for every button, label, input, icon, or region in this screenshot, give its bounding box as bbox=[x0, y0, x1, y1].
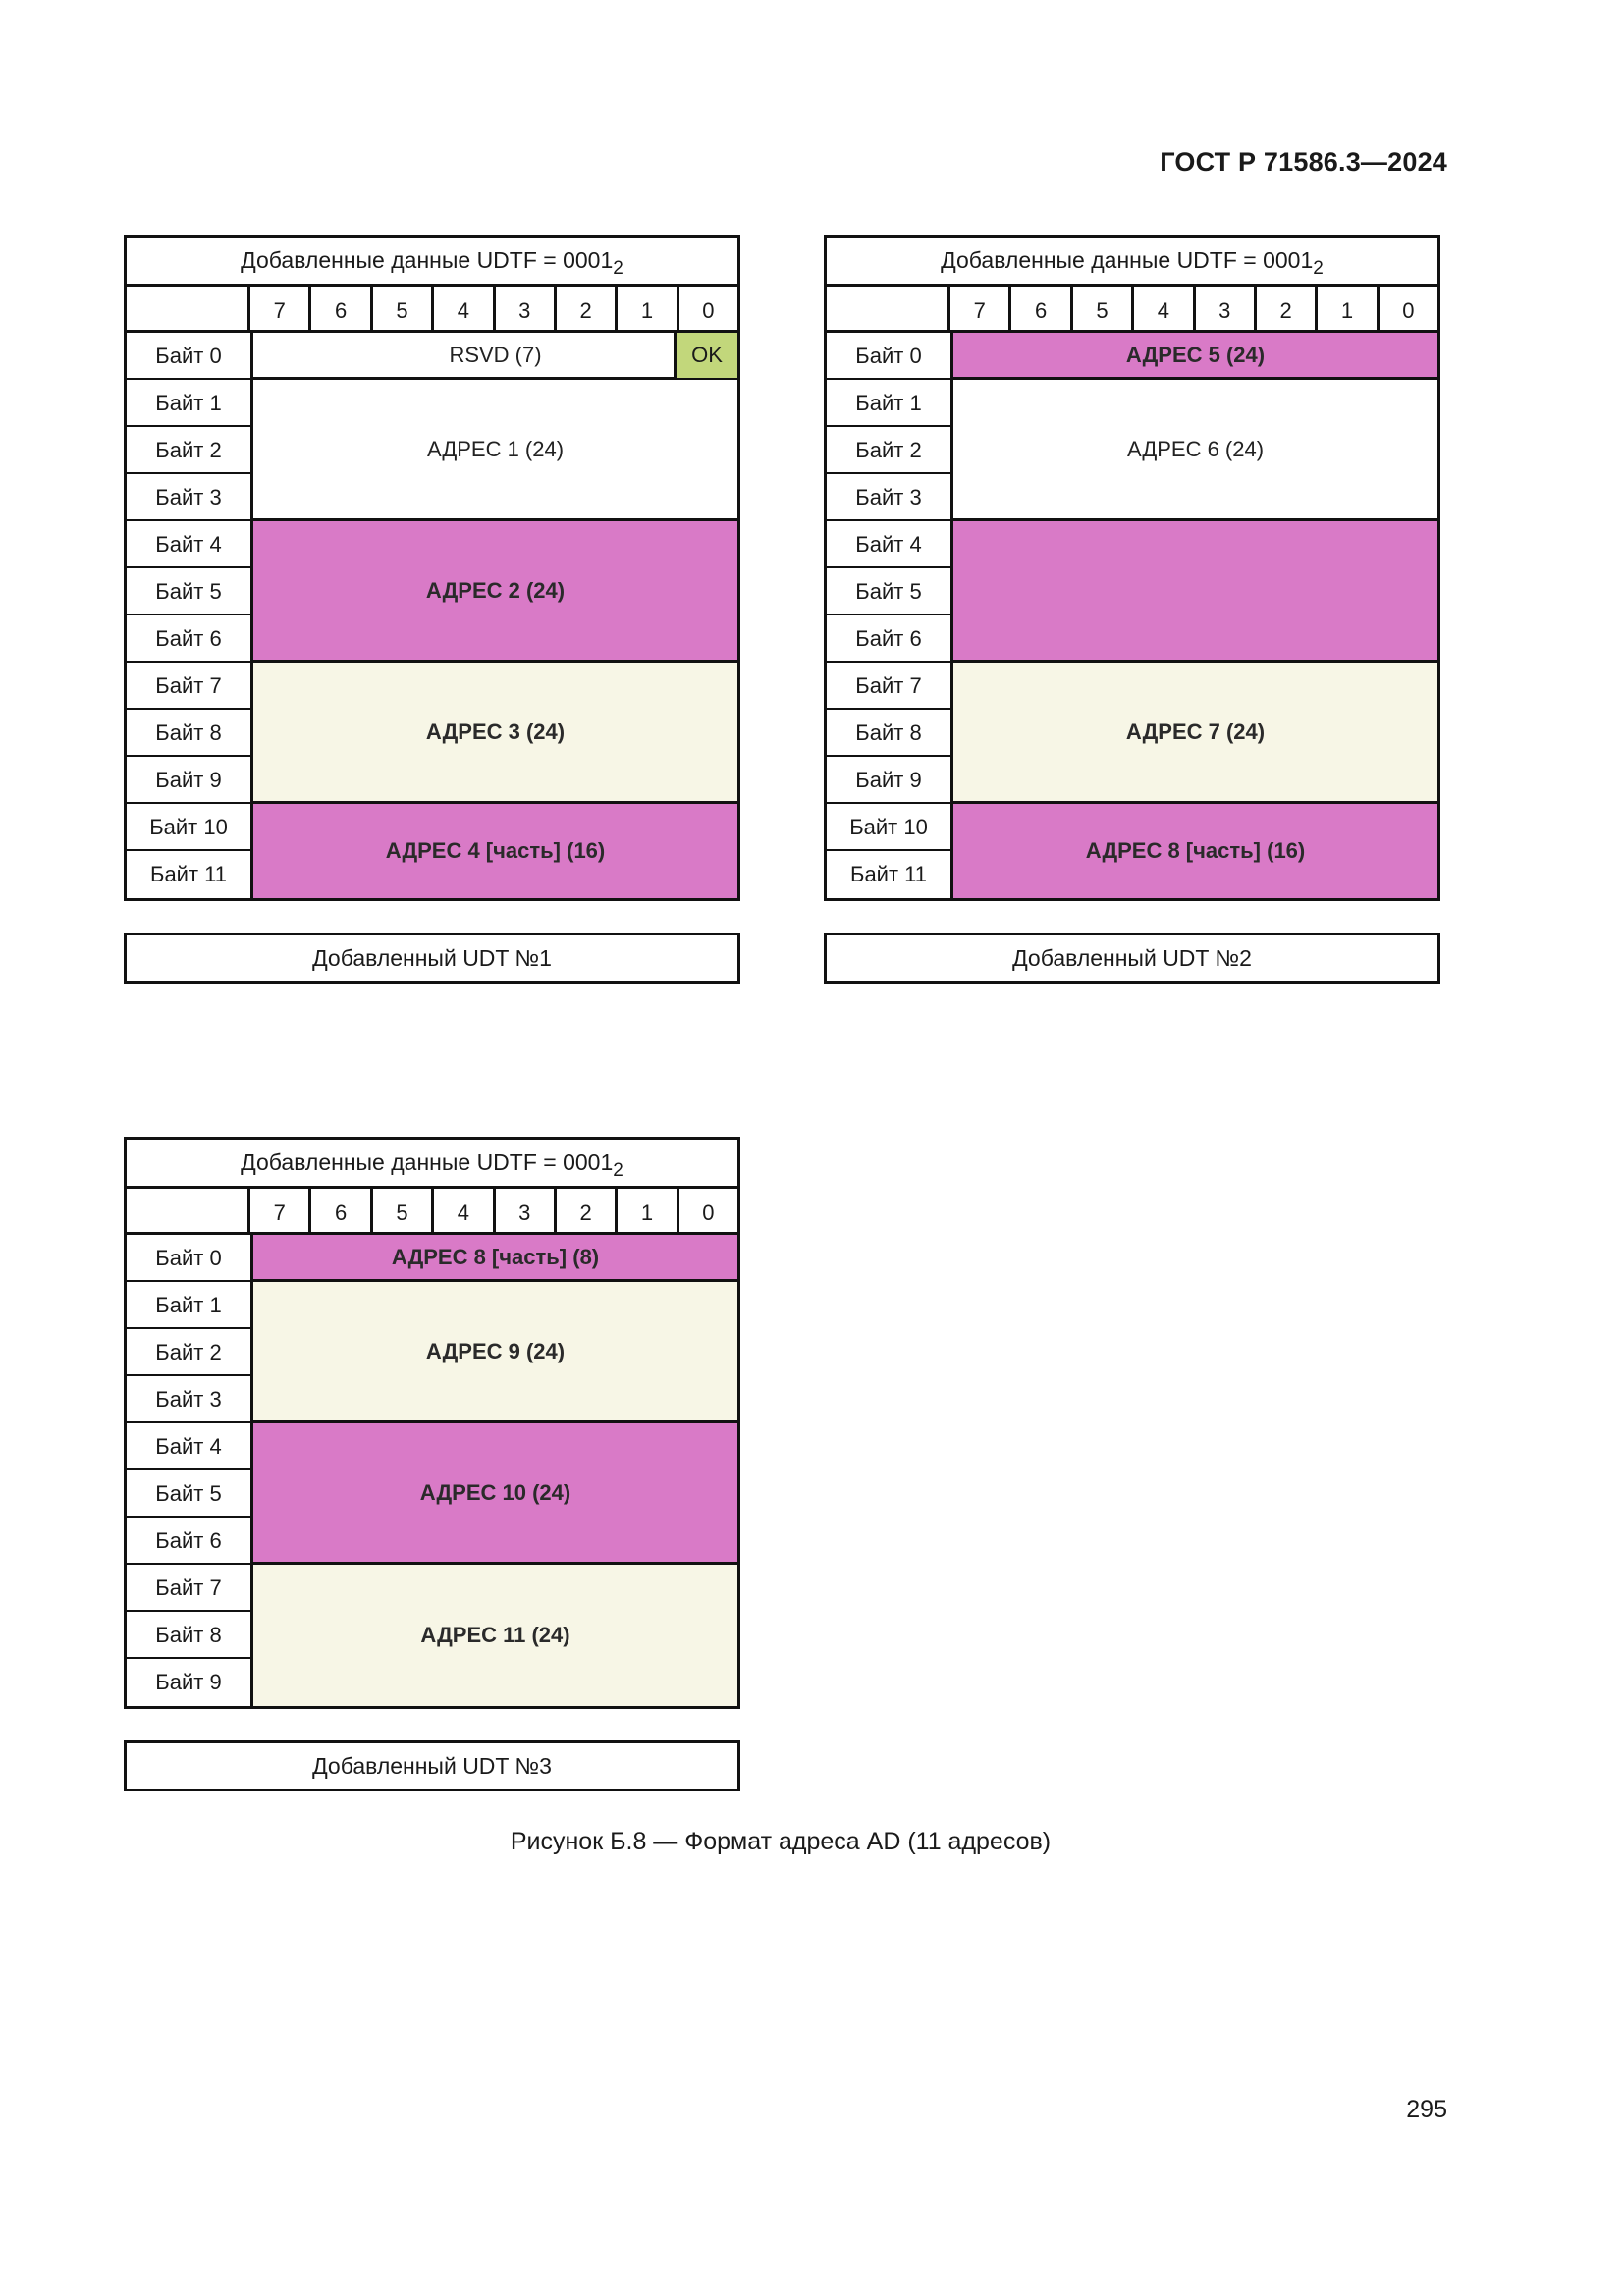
byte-rows bbox=[127, 1235, 737, 1706]
table-title-subscript: 2 bbox=[613, 1160, 623, 1181]
udt-table bbox=[124, 1137, 740, 1709]
bit-header-cell: 4 bbox=[434, 1189, 495, 1232]
address-field bbox=[253, 1282, 737, 1423]
address-field bbox=[253, 333, 737, 380]
bit-header-cell: 7 bbox=[250, 1189, 311, 1232]
bit-header-cell: 3 bbox=[1196, 287, 1257, 330]
bit-header-row bbox=[827, 287, 1437, 333]
udt-block-3 bbox=[124, 1137, 738, 1791]
byte-label: Байт 11 bbox=[150, 862, 227, 886]
address-field bbox=[253, 1235, 737, 1282]
bit-header-cell: 6 bbox=[311, 1189, 372, 1232]
byte-label: Байт 2 bbox=[827, 427, 950, 474]
byte-label: Байт 6 bbox=[127, 615, 250, 663]
address-field bbox=[953, 663, 1437, 804]
address-field-label: АДРЕС 9 (24) bbox=[425, 1338, 566, 1363]
address-field-label: АДРЕС 2 (24) bbox=[425, 577, 566, 603]
bit-header-cell: 1 bbox=[618, 287, 678, 330]
bit-header-cell: 0 bbox=[702, 1201, 715, 1225]
table-title-subscript: 2 bbox=[1313, 258, 1324, 279]
byte-label: Байт 9 bbox=[155, 1670, 222, 1694]
address-field bbox=[953, 380, 1437, 521]
address-field bbox=[953, 521, 1437, 663]
udt-block-2 bbox=[824, 235, 1438, 984]
byte-label: Байт 2 bbox=[127, 1329, 250, 1376]
byte-label: Байт 6 bbox=[127, 1518, 250, 1565]
byte-label: Байт 5 bbox=[827, 568, 950, 615]
byte-label: Байт 8 bbox=[127, 1612, 250, 1659]
address-field-label: АДРЕС 5 (24) bbox=[1125, 342, 1266, 367]
table-title-text: Добавленные данные UDTF = 0001 bbox=[941, 247, 1314, 273]
bit-header-cell: 7 bbox=[950, 287, 1011, 330]
udt-caption: Добавленный UDT №3 bbox=[124, 1740, 740, 1791]
ok-bit-cell: OK bbox=[674, 333, 737, 378]
address-field-label: АДРЕС 10 (24) bbox=[419, 1479, 571, 1505]
byte-label: Байт 4 bbox=[127, 1423, 250, 1470]
bit-header-cell: 1 bbox=[1318, 287, 1379, 330]
byte-label: Байт 0 bbox=[827, 333, 950, 380]
address-field bbox=[253, 1423, 737, 1565]
byte-label: Байт 8 bbox=[127, 710, 250, 757]
byte-label: Байт 4 bbox=[127, 521, 250, 568]
byte-label: Байт 1 bbox=[827, 380, 950, 427]
byte-rows bbox=[827, 333, 1437, 898]
bit-header-cell: 1 bbox=[618, 1189, 678, 1232]
address-field-label: АДРЕС 4 [часть] (16) bbox=[385, 838, 606, 863]
document-header: ГОСТ Р 71586.3—2024 bbox=[1160, 147, 1447, 177]
byte-label: Байт 1 bbox=[127, 380, 250, 427]
address-field-label: АДРЕС 7 (24) bbox=[1125, 719, 1266, 744]
bit-header-cell: 0 bbox=[702, 298, 715, 323]
bit-header-cell: 4 bbox=[434, 287, 495, 330]
address-field-label: АДРЕС 1 (24) bbox=[426, 436, 565, 461]
byte-label: Байт 9 bbox=[827, 757, 950, 804]
udt-caption: Добавленный UDT №2 bbox=[824, 933, 1440, 984]
byte-label: Байт 11 bbox=[850, 862, 927, 886]
address-field bbox=[253, 521, 737, 663]
byte-label: Байт 10 bbox=[127, 804, 250, 851]
byte-label: Байт 9 bbox=[127, 757, 250, 804]
byte-label: Байт 10 bbox=[827, 804, 950, 851]
table-title bbox=[827, 238, 1437, 287]
byte-label: Байт 7 bbox=[127, 663, 250, 710]
address-field-label: АДРЕС 6 (24) bbox=[1126, 436, 1265, 461]
bit-header-cell: 2 bbox=[557, 287, 618, 330]
byte-label: Байт 0 bbox=[127, 1235, 250, 1282]
table-title bbox=[127, 238, 737, 287]
bit-header-cell: 2 bbox=[1257, 287, 1318, 330]
address-field-label: АДРЕС 3 (24) bbox=[425, 719, 566, 744]
byte-label: Байт 5 bbox=[127, 568, 250, 615]
byte-label: Байт 3 bbox=[827, 474, 950, 521]
table-title-text: Добавленные данные UDTF = 0001 bbox=[241, 1149, 614, 1175]
address-field-label: RSVD (7) bbox=[449, 342, 542, 367]
bit-header-cell: 5 bbox=[1073, 287, 1134, 330]
table-title-text: Добавленные данные UDTF = 0001 bbox=[241, 247, 614, 273]
byte-label-column bbox=[827, 333, 953, 898]
byte-label-column bbox=[127, 333, 253, 898]
udt-table bbox=[124, 235, 740, 901]
address-field-label: АДРЕС 8 [часть] (8) bbox=[391, 1244, 600, 1269]
figure-caption: Рисунок Б.8 — Формат адреса AD (11 адресов) bbox=[510, 1828, 1052, 1855]
bit-header-cell: 2 bbox=[557, 1189, 618, 1232]
byte-label: Байт 3 bbox=[127, 474, 250, 521]
bit-header-cell: 5 bbox=[373, 1189, 434, 1232]
bit-header-cell: 3 bbox=[496, 287, 557, 330]
address-field bbox=[253, 380, 737, 521]
address-field bbox=[953, 804, 1437, 898]
udt-block-1 bbox=[124, 235, 738, 984]
bit-header-row bbox=[127, 1189, 737, 1235]
bit-header-cell: 6 bbox=[311, 287, 372, 330]
byte-rows bbox=[127, 333, 737, 898]
udt-table bbox=[824, 235, 1440, 901]
bit-header-cell: 7 bbox=[250, 287, 311, 330]
address-field bbox=[253, 1565, 737, 1706]
bit-header-cell: 4 bbox=[1134, 287, 1195, 330]
table-title bbox=[127, 1140, 737, 1189]
address-field-label: АДРЕС 8 [часть] (16) bbox=[1085, 838, 1306, 863]
bit-header-corner bbox=[127, 1189, 250, 1232]
bit-header-cell: 3 bbox=[496, 1189, 557, 1232]
address-field bbox=[953, 333, 1437, 380]
page-number: 295 bbox=[1406, 2096, 1447, 2123]
byte-label: Байт 2 bbox=[127, 427, 250, 474]
byte-label: Байт 3 bbox=[127, 1376, 250, 1423]
bit-header-cell: 5 bbox=[373, 287, 434, 330]
byte-label: Байт 1 bbox=[127, 1282, 250, 1329]
address-field bbox=[253, 663, 737, 804]
bit-header-cell: 0 bbox=[1402, 298, 1415, 323]
bit-header-row bbox=[127, 287, 737, 333]
udt-caption: Добавленный UDT №1 bbox=[124, 933, 740, 984]
bit-header-corner bbox=[827, 287, 950, 330]
bit-header-cell: 6 bbox=[1011, 287, 1072, 330]
byte-label: Байт 7 bbox=[827, 663, 950, 710]
byte-label: Байт 5 bbox=[127, 1470, 250, 1518]
byte-label-column bbox=[127, 1235, 253, 1706]
byte-label: Байт 6 bbox=[827, 615, 950, 663]
byte-label: Байт 7 bbox=[127, 1565, 250, 1612]
byte-label: Байт 0 bbox=[127, 333, 250, 380]
table-title-subscript: 2 bbox=[613, 258, 623, 279]
bit-header-corner bbox=[127, 287, 250, 330]
byte-label: Байт 4 bbox=[827, 521, 950, 568]
address-field-label: АДРЕС 11 (24) bbox=[420, 1623, 570, 1647]
byte-label: Байт 8 bbox=[827, 710, 950, 757]
address-field bbox=[253, 804, 737, 898]
